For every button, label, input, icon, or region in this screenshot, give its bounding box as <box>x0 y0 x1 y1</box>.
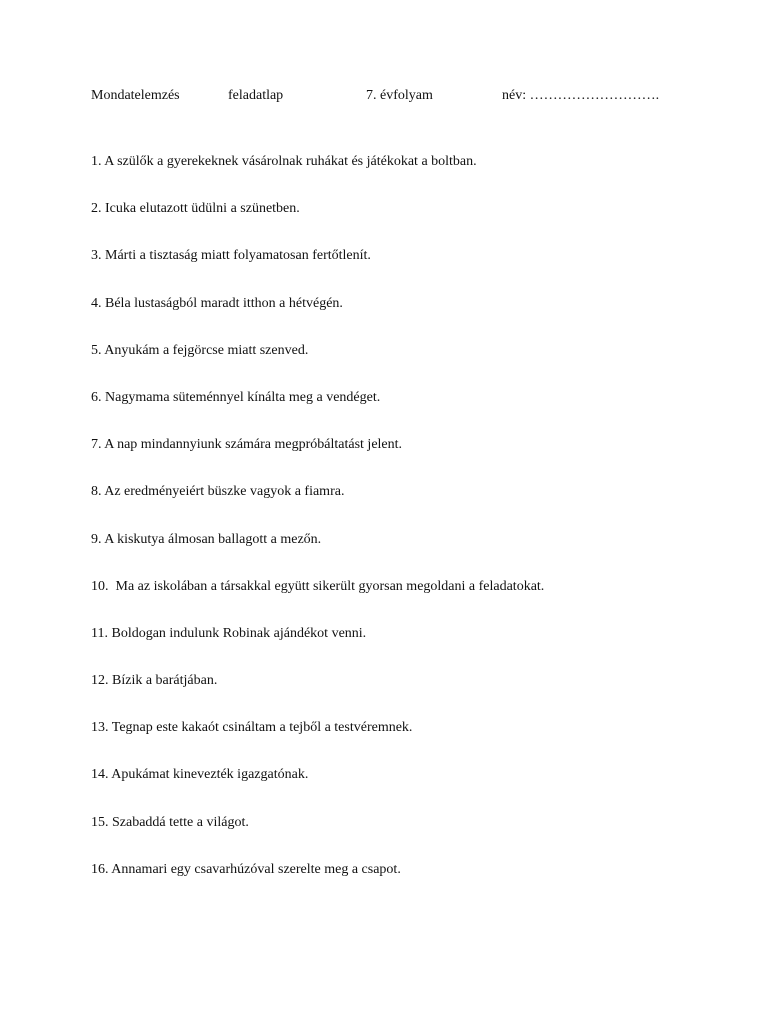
worksheet-header <box>91 86 711 106</box>
header-subject: Mondatelemzés <box>91 88 180 103</box>
sentence-item: 4. Béla lustaságból maradt itthon a hétvégén. <box>91 295 343 311</box>
header-worksheet-type: feladatlap <box>228 88 284 103</box>
sentence-item: 6. Nagymama süteménnyel kínálta meg a vendéget. <box>91 389 381 405</box>
sentence-item: 10. Ma az iskolában a társakkal együtt sikerült gyorsan megoldani a feladatokat. <box>91 578 545 594</box>
sentence-item: 2. Icuka elutazott üdülni a szünetben. <box>91 201 300 217</box>
sentence-item: 9. A kiskutya álmosan ballagott a mezőn. <box>91 531 322 547</box>
sentence-item: 1. A szülők a gyerekeknek vásárolnak ruhákat és játékokat a boltban. <box>91 154 477 169</box>
sentence-item: 3. Márti a tisztaság miatt folyamatosan fertőtlenít. <box>91 248 371 264</box>
sentence-item: 13. Tegnap este kakaót csináltam a tejből a testvéremnek. <box>91 720 413 736</box>
sentence-item: 12. Bízik a barátjában. <box>91 673 218 689</box>
sentence-item: 8. Az eredményeiért büszke vagyok a fiamra. <box>91 484 345 500</box>
sentence-item: 16. Annamari egy csavarhúzóval szerelte meg a csapot. <box>91 861 401 877</box>
sentence-item: 7. A nap mindannyiunk számára megpróbáltatást jelent. <box>91 437 403 453</box>
header-name-field: név: ………………………. <box>502 88 660 103</box>
sentence-item: 14. Apukámat kinevezték igazgatónak. <box>91 767 309 783</box>
sentence-item: 15. Szabaddá tette a világot. <box>91 814 249 830</box>
header-grade: 7. évfolyam <box>366 88 433 103</box>
sentence-item: 11. Boldogan indulunk Robinak ajándékot venni. <box>91 625 367 641</box>
sentence-item: 5. Anyukám a fejgörcse miatt szenved. <box>91 342 309 358</box>
sentence-list <box>91 152 731 907</box>
